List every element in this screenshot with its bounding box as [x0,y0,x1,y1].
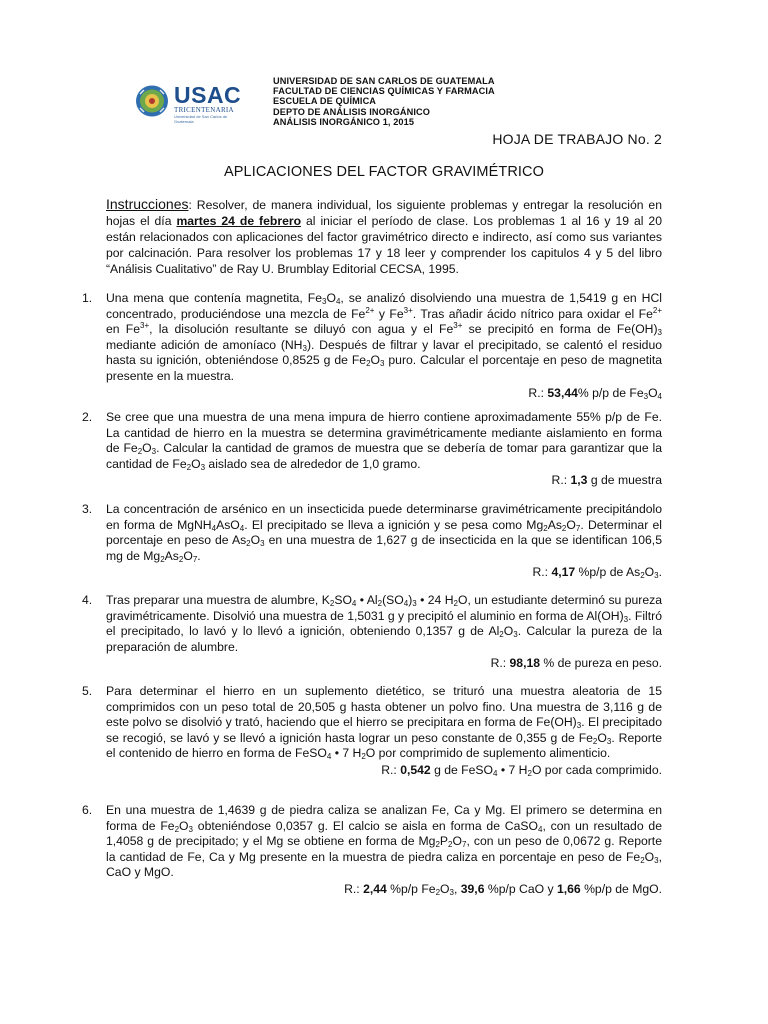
problem-answer: R.: 53,44% p/p de $Fe_3O_4$ [528,385,662,401]
problem-2 [82,410,662,489]
problem-6 [82,803,662,898]
problem-answer: R.: 0,542 g de FeSO$_4$ • 7 $H_2O$ por cada comprimido. [381,762,662,778]
problem-text: Para determinar el hierro en un suplemento dietético, se trituró una muestra aleatoria de 15 comprimidos con un peso total de 20,505 g hasta obtener un polvo fino. Una muestra de 3,116 g de este polvo se disolvió y trató, haciendo que el hierro se precipitara en forma de $Fe(OH)_3$. El precipitado se recogió, se lavó y se llevó a ignición hasta lograr un peso constante de 0,355 g de $Fe_2O_3$. Reporte el contenido de hierro en forma de FeSO$_4$ • 7 $H_2O$ por comprimido de suplemento alimenticio. [106,684,662,762]
institution-line: ESCUELA DE QUÍMICA [273,96,377,107]
university-seal-icon [134,84,170,118]
institution-line: DEPTO DE ANÁLISIS INORGÁNICO [273,106,430,117]
problem-number: 3. [82,502,93,516]
logo-tagline: TRICENTENARIA [174,106,234,114]
institution-block [273,76,495,127]
problem-answer: R.: 2,44 %p/p $Fe_2O_3$, 39,6 %p/p CaO y 1,66 %p/p de MgO. [344,881,662,897]
problem-4 [82,593,662,672]
problem-number: 2. [82,410,93,424]
problem-answer: R.: 4,17 %p/p de $As_2O_3$. [532,565,662,581]
institution-line: FACULTAD DE CIENCIAS QUÍMICAS Y FARMACIA [273,86,495,97]
logo-subtagline: Universidad de San Carlos de Guatemala [174,114,228,124]
problem-text: Se cree que una muestra de una mena impura de hierro contiene aproximadamente 55% p/p de Fe. La cantidad de hierro en la muestra se determina gravimétricamente mediante aislamiento en forma de $Fe_2O_3$. Calcular la cantidad de gramos de muestra que se debería de tomar para garantizar que la cantidad de $Fe_2O_3$ aislado sea de alrededor de 1,0 gramo. [106,410,663,472]
due-date: martes 24 de febrero [176,214,302,228]
problem-3 [82,502,662,581]
problem-5 [82,684,662,779]
problem-number: 4. [82,593,93,607]
page-title: APLICACIONES DEL FACTOR GRAVIMÉTRICO [224,164,544,180]
problem-number: 5. [82,684,93,698]
problem-number: 1. [82,291,93,305]
problem-1 [82,291,662,401]
instructions-text-cont: al iniciar el período de clase. Los problemas 1 al 16 y 19 al 20 están relacionados con aplicaciones del factor gravimétrico directo e indirecto, así como sus variantes por calcinación. Para resolver los problemas 17 y 18 leer y comprender los capitulos 4 y 5 del libro “Análisis Cualitativo” de Ray U. Brumblay Editorial CECSA, 1995. [106,214,662,276]
institution-line: UNIVERSIDAD DE SAN CARLOS DE GUATEMALA [273,76,495,86]
problem-text: Una mena que contenía magnetita, $Fe_3O_4$, se analizó disolviendo una muestra de 1,5419 g en HCl concentrado, produciéndose una mezcla de $Fe^{2+}$ y $Fe^{3+}$. Tras añadir ácido nítrico para oxidar el $Fe^{2+}$ en $Fe^{3+}$, la disolución resultante se diluyó con agua y el $Fe^{3+}$ se precipitó en forma de $Fe(OH)_3$ mediante adición de amoníaco $(NH_3)$. Después de filtrar y lavar el precipitado, se calentó el residuo hasta su ignición, obteniéndose 0,8525 g de $Fe_2O_3$ puro. Calcular el porcentaje en peso de magnetita presente en la muestra. [106,291,662,383]
problem-answer: R.: 1,3 g de muestra [551,473,662,488]
institution-line: ANÁLISIS INORGÁNICO 1, 2015 [273,116,415,127]
usac-logo [134,82,242,124]
problem-text: Tras preparar una muestra de alumbre, $K_2SO_4$ • $Al_2(SO_4)_3$ • 24 $H_2O$, un estudiante determinó su pureza gravimétricamente. Disolvió una muestra de 1,5031 g y precipitó el aluminio en forma de $Al(OH)_3$. Filtró el precipitado, lo lavó y lo llevó a ignición, obteniendo 0,1357 g de $Al_2O_3$. Calcular la pureza de la preparación de alumbre. [106,593,663,654]
instructions-keyword: Instrucciones [106,196,189,212]
worksheet-number: HOJA DE TRABAJO No. 2 [492,131,662,147]
problem-text: La concentración de arsénico en un insecticida puede determinarse gravimétricamente precipitándolo en forma de MgNH$_4$AsO$_4$. El precipitado se lleva a ignición y se pesa como $Mg_2As_2O_7$. Determinar el porcentaje en peso de $As_2O_3$ en una muestra de 1,627 g de insecticida en la que se identifican 106,5 mg de $Mg_2As_2O_7$. [106,502,663,564]
instructions-paragraph [106,196,662,277]
problem-text: En una muestra de 1,4639 g de piedra caliza se analizan Fe, Ca y Mg. El primero se determina en forma de $Fe_2O_3$ obteniéndose 0,0357 g. El calcio se aisla en forma de CaSO$_4$, con un resultado de 1,4058 g de precipitado; y el Mg se obtiene en forma de $Mg_2P_2O_7$, con un peso de 0,0672 g. Reporte la cantidad de Fe, Ca y Mg presente en la muestra de piedra caliza en porcentaje en peso de $Fe_2O_3$, CaO y MgO. [106,803,662,880]
logo-wordmark: USAC [174,82,242,108]
problem-number: 6. [82,803,93,817]
problem-answer: R.: 98,18 % de pureza en peso. [490,656,662,671]
instructions-text: : Resolver, de manera individual, los siguiente problemas y entregar la resolución en hojas el día [106,198,662,228]
